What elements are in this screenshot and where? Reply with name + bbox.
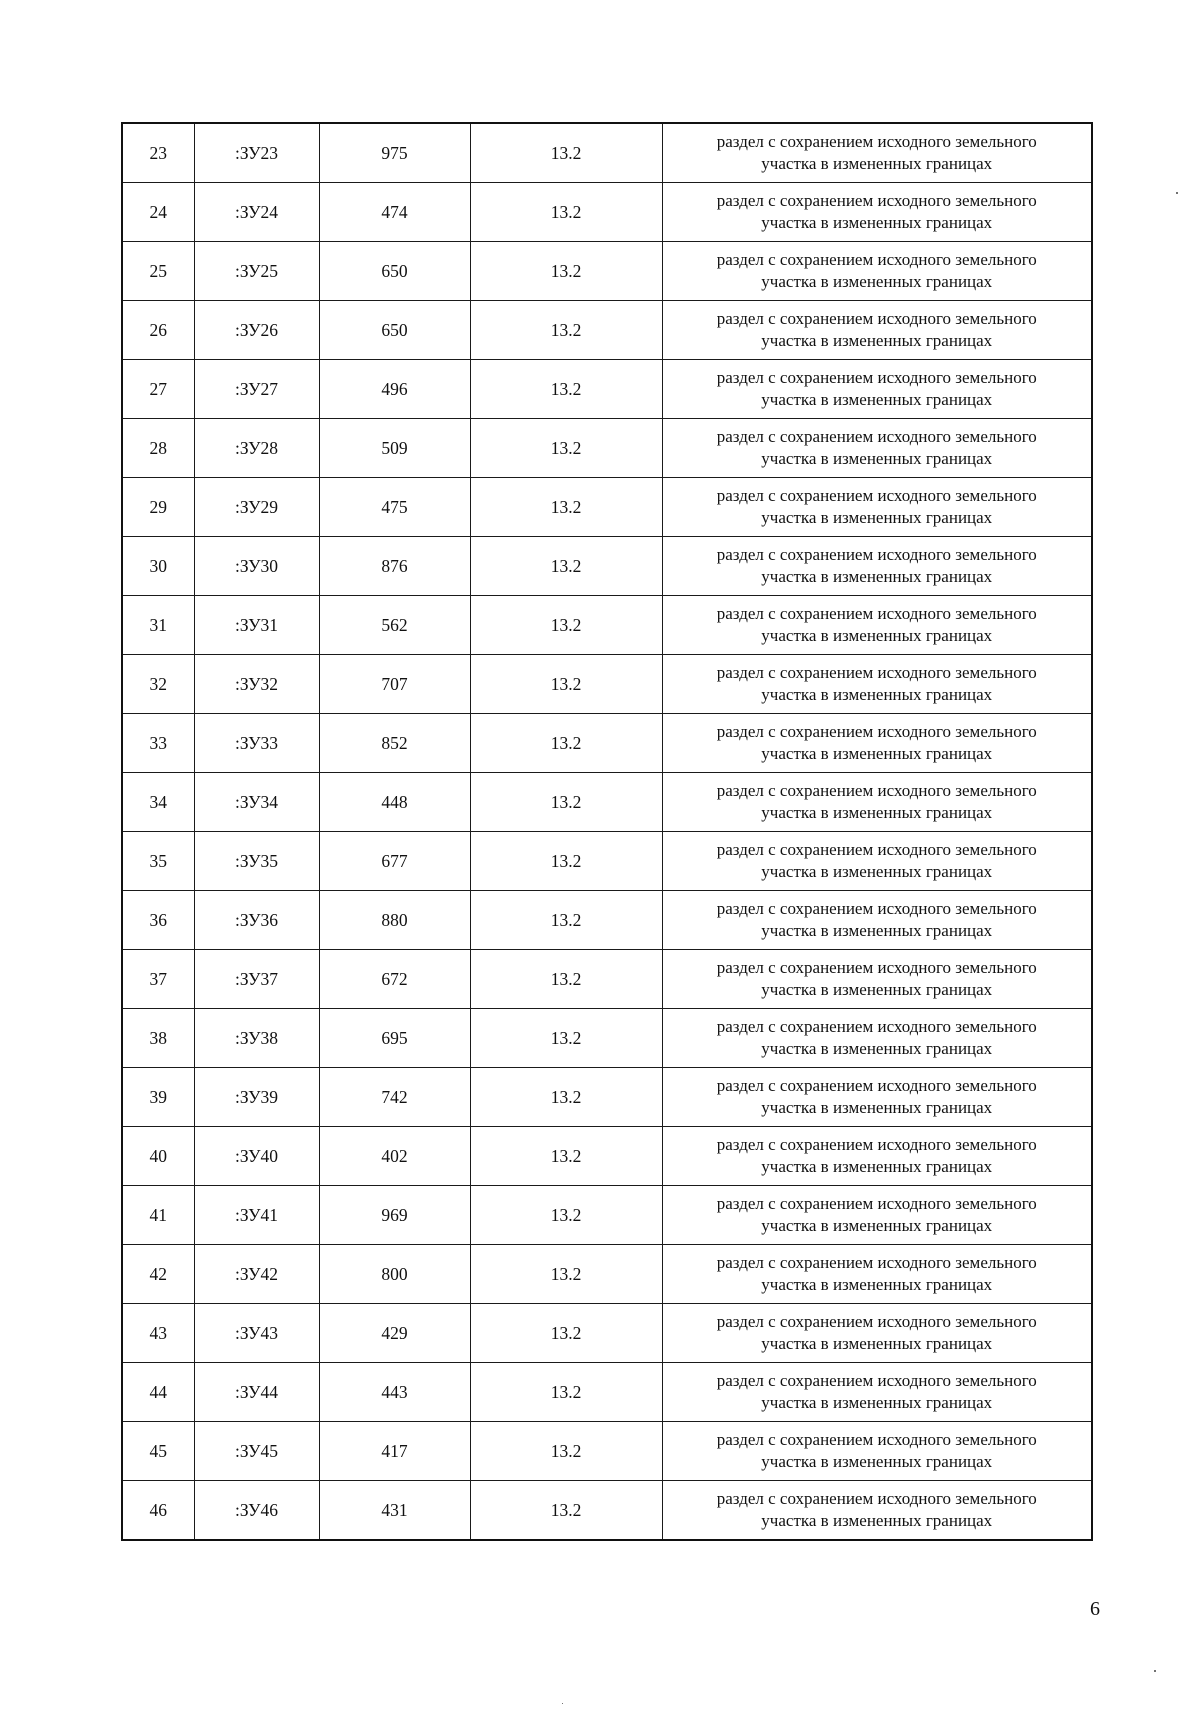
description-line: участка в измененных границах (761, 213, 993, 232)
area-cell: 509 (319, 419, 470, 478)
code-cell: 13.2 (470, 1245, 662, 1304)
table-row (122, 1186, 1092, 1245)
plot-id-cell: :ЗУ34 (194, 773, 319, 832)
description-cell (662, 1363, 1092, 1422)
row-number-cell: 27 (122, 360, 194, 419)
plot-id-cell: :ЗУ38 (194, 1009, 319, 1068)
description-line: раздел с сохранением исходного земельного (716, 1371, 1037, 1390)
plot-id-cell: :ЗУ42 (194, 1245, 319, 1304)
code-cell: 13.2 (470, 1304, 662, 1363)
description-line: участка в измененных границах (761, 331, 993, 350)
code-cell: 13.2 (470, 1127, 662, 1186)
description-line: участка в измененных границах (761, 1216, 993, 1235)
description-cell (662, 891, 1092, 950)
code-cell: 13.2 (470, 1422, 662, 1481)
scan-speck (1176, 192, 1178, 194)
description-line: раздел с сохранением исходного земельного (716, 840, 1037, 859)
area-cell: 402 (319, 1127, 470, 1186)
description-cell (662, 714, 1092, 773)
description-line: участка в измененных границах (761, 1393, 993, 1412)
description-line: раздел с сохранением исходного земельного (716, 191, 1037, 210)
description-line: раздел с сохранением исходного земельного (716, 722, 1037, 741)
row-number-cell: 44 (122, 1363, 194, 1422)
description-line: участка в измененных границах (761, 449, 993, 468)
description-line: участка в измененных границах (761, 862, 993, 881)
row-number-cell: 40 (122, 1127, 194, 1186)
description-line: участка в измененных границах (761, 1039, 993, 1058)
table-row (122, 655, 1092, 714)
description-line: участка в измененных границах (761, 390, 993, 409)
plot-id-cell: :ЗУ23 (194, 123, 319, 183)
table-row (122, 714, 1092, 773)
description-line: раздел с сохранением исходного земельного (716, 781, 1037, 800)
description-line: участка в измененных границах (761, 508, 993, 527)
description-line: участка в измененных границах (761, 744, 993, 763)
plot-id-cell: :ЗУ25 (194, 242, 319, 301)
description-cell (662, 183, 1092, 242)
description-line: участка в измененных границах (761, 1098, 993, 1117)
land-plots-table (121, 122, 1093, 1541)
description-cell (662, 242, 1092, 301)
description-line: раздел с сохранением исходного земельного (716, 486, 1037, 505)
description-cell (662, 1186, 1092, 1245)
code-cell: 13.2 (470, 183, 662, 242)
row-number-cell: 36 (122, 891, 194, 950)
description-line: раздел с сохранением исходного земельного (716, 132, 1037, 151)
row-number-cell: 33 (122, 714, 194, 773)
code-cell: 13.2 (470, 242, 662, 301)
area-cell: 417 (319, 1422, 470, 1481)
row-number-cell: 30 (122, 537, 194, 596)
code-cell: 13.2 (470, 537, 662, 596)
description-cell (662, 1304, 1092, 1363)
table-row (122, 1481, 1092, 1541)
land-plots-table-body (122, 123, 1092, 1540)
area-cell: 707 (319, 655, 470, 714)
description-line: участка в измененных границах (761, 803, 993, 822)
area-cell: 443 (319, 1363, 470, 1422)
area-cell: 650 (319, 301, 470, 360)
description-line: участка в измененных границах (761, 1275, 993, 1294)
area-cell: 880 (319, 891, 470, 950)
row-number-cell: 38 (122, 1009, 194, 1068)
table-row (122, 537, 1092, 596)
description-cell (662, 360, 1092, 419)
plot-id-cell: :ЗУ24 (194, 183, 319, 242)
plot-id-cell: :ЗУ31 (194, 596, 319, 655)
description-cell (662, 478, 1092, 537)
area-cell: 800 (319, 1245, 470, 1304)
description-line: раздел с сохранением исходного земельного (716, 368, 1037, 387)
description-cell (662, 1068, 1092, 1127)
description-cell (662, 832, 1092, 891)
description-cell (662, 596, 1092, 655)
description-line: раздел с сохранением исходного земельного (716, 1253, 1037, 1272)
area-cell: 448 (319, 773, 470, 832)
row-number-cell: 35 (122, 832, 194, 891)
description-cell (662, 1127, 1092, 1186)
description-cell (662, 655, 1092, 714)
row-number-cell: 41 (122, 1186, 194, 1245)
description-cell (662, 123, 1092, 183)
table-row (122, 1245, 1092, 1304)
area-cell: 475 (319, 478, 470, 537)
plot-id-cell: :ЗУ29 (194, 478, 319, 537)
code-cell: 13.2 (470, 1186, 662, 1245)
plot-id-cell: :ЗУ40 (194, 1127, 319, 1186)
row-number-cell: 25 (122, 242, 194, 301)
area-cell: 562 (319, 596, 470, 655)
plot-id-cell: :ЗУ27 (194, 360, 319, 419)
row-number-cell: 26 (122, 301, 194, 360)
row-number-cell: 34 (122, 773, 194, 832)
table-row (122, 123, 1092, 183)
table-row (122, 419, 1092, 478)
plot-id-cell: :ЗУ30 (194, 537, 319, 596)
table-row (122, 891, 1092, 950)
description-line: раздел с сохранением исходного земельного (716, 899, 1037, 918)
row-number-cell: 32 (122, 655, 194, 714)
area-cell: 474 (319, 183, 470, 242)
description-cell (662, 1245, 1092, 1304)
description-cell (662, 1481, 1092, 1541)
table-row (122, 1363, 1092, 1422)
plot-id-cell: :ЗУ28 (194, 419, 319, 478)
plot-id-cell: :ЗУ33 (194, 714, 319, 773)
area-cell: 672 (319, 950, 470, 1009)
row-number-cell: 42 (122, 1245, 194, 1304)
row-number-cell: 45 (122, 1422, 194, 1481)
table-row (122, 1127, 1092, 1186)
description-line: участка в измененных границах (761, 1334, 993, 1353)
description-line: участка в измененных границах (761, 272, 993, 291)
plot-id-cell: :ЗУ45 (194, 1422, 319, 1481)
row-number-cell: 46 (122, 1481, 194, 1541)
description-line: раздел с сохранением исходного земельного (716, 1430, 1037, 1449)
code-cell: 13.2 (470, 301, 662, 360)
description-line: раздел с сохранением исходного земельного (716, 309, 1037, 328)
description-line: раздел с сохранением исходного земельного (716, 958, 1037, 977)
table-row (122, 950, 1092, 1009)
code-cell: 13.2 (470, 1009, 662, 1068)
description-line: участка в измененных границах (761, 626, 993, 645)
description-line: участка в измененных границах (761, 921, 993, 940)
scan-speck (562, 1703, 563, 1704)
description-line: раздел с сохранением исходного земельного (716, 663, 1037, 682)
row-number-cell: 31 (122, 596, 194, 655)
area-cell: 876 (319, 537, 470, 596)
code-cell: 13.2 (470, 1481, 662, 1541)
plot-id-cell: :ЗУ46 (194, 1481, 319, 1541)
description-line: раздел с сохранением исходного земельного (716, 1312, 1037, 1331)
code-cell: 13.2 (470, 1363, 662, 1422)
table-row (122, 183, 1092, 242)
plot-id-cell: :ЗУ44 (194, 1363, 319, 1422)
row-number-cell: 24 (122, 183, 194, 242)
row-number-cell: 43 (122, 1304, 194, 1363)
table-row (122, 360, 1092, 419)
page-number: 6 (1090, 1598, 1100, 1620)
description-line: раздел с сохранением исходного земельного (716, 1194, 1037, 1213)
area-cell: 975 (319, 123, 470, 183)
description-line: участка в измененных границах (761, 567, 993, 586)
description-line: участка в измененных границах (761, 685, 993, 704)
row-number-cell: 28 (122, 419, 194, 478)
description-line: участка в измененных границах (761, 1511, 993, 1530)
description-line: раздел с сохранением исходного земельного (716, 1017, 1037, 1036)
code-cell: 13.2 (470, 655, 662, 714)
description-cell (662, 1422, 1092, 1481)
area-cell: 695 (319, 1009, 470, 1068)
area-cell: 429 (319, 1304, 470, 1363)
code-cell: 13.2 (470, 832, 662, 891)
table-row (122, 596, 1092, 655)
table-row (122, 832, 1092, 891)
area-cell: 677 (319, 832, 470, 891)
area-cell: 852 (319, 714, 470, 773)
description-line: участка в измененных границах (761, 980, 993, 999)
plot-id-cell: :ЗУ37 (194, 950, 319, 1009)
row-number-cell: 29 (122, 478, 194, 537)
code-cell: 13.2 (470, 714, 662, 773)
description-line: раздел с сохранением исходного земельного (716, 545, 1037, 564)
table-row (122, 242, 1092, 301)
description-cell (662, 950, 1092, 1009)
area-cell: 742 (319, 1068, 470, 1127)
plot-id-cell: :ЗУ39 (194, 1068, 319, 1127)
table-row (122, 1422, 1092, 1481)
table-row (122, 1068, 1092, 1127)
plot-id-cell: :ЗУ43 (194, 1304, 319, 1363)
description-line: раздел с сохранением исходного земельного (716, 1489, 1037, 1508)
code-cell: 13.2 (470, 123, 662, 183)
code-cell: 13.2 (470, 419, 662, 478)
plot-id-cell: :ЗУ32 (194, 655, 319, 714)
area-cell: 496 (319, 360, 470, 419)
code-cell: 13.2 (470, 1068, 662, 1127)
area-cell: 969 (319, 1186, 470, 1245)
description-line: раздел с сохранением исходного земельного (716, 1076, 1037, 1095)
description-cell (662, 1009, 1092, 1068)
description-cell (662, 773, 1092, 832)
table-row (122, 1009, 1092, 1068)
description-line: участка в измененных границах (761, 1452, 993, 1471)
description-line: раздел с сохранением исходного земельного (716, 1135, 1037, 1154)
code-cell: 13.2 (470, 773, 662, 832)
code-cell: 13.2 (470, 478, 662, 537)
code-cell: 13.2 (470, 891, 662, 950)
row-number-cell: 39 (122, 1068, 194, 1127)
table-row (122, 1304, 1092, 1363)
description-cell (662, 537, 1092, 596)
description-line: раздел с сохранением исходного земельного (716, 604, 1037, 623)
table-row (122, 478, 1092, 537)
description-line: раздел с сохранением исходного земельного (716, 250, 1037, 269)
description-line: участка в измененных границах (761, 154, 993, 173)
code-cell: 13.2 (470, 360, 662, 419)
description-cell (662, 419, 1092, 478)
area-cell: 650 (319, 242, 470, 301)
area-cell: 431 (319, 1481, 470, 1541)
scan-speck (1154, 1670, 1156, 1672)
plot-id-cell: :ЗУ26 (194, 301, 319, 360)
description-line: раздел с сохранением исходного земельного (716, 427, 1037, 446)
code-cell: 13.2 (470, 596, 662, 655)
plot-id-cell: :ЗУ35 (194, 832, 319, 891)
table-row (122, 301, 1092, 360)
plot-id-cell: :ЗУ41 (194, 1186, 319, 1245)
table-row (122, 773, 1092, 832)
row-number-cell: 23 (122, 123, 194, 183)
code-cell: 13.2 (470, 950, 662, 1009)
description-line: участка в измененных границах (761, 1157, 993, 1176)
row-number-cell: 37 (122, 950, 194, 1009)
description-cell (662, 301, 1092, 360)
plot-id-cell: :ЗУ36 (194, 891, 319, 950)
